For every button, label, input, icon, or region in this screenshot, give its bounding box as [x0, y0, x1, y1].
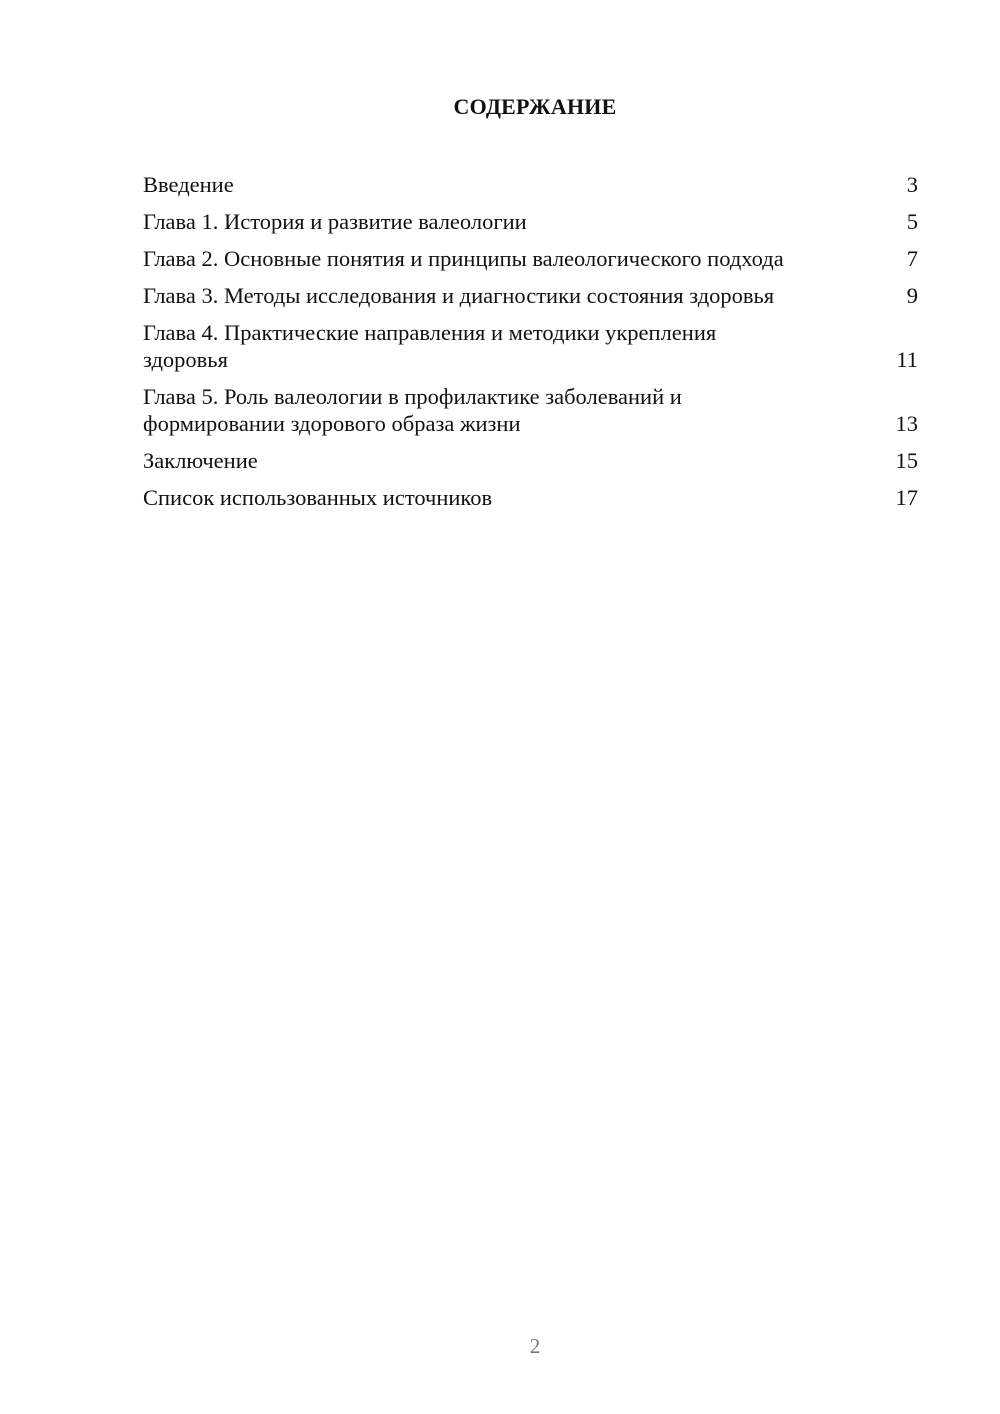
- toc-title: СОДЕРЖАНИЕ: [453, 94, 617, 119]
- toc-entry-page: 13: [895, 411, 918, 436]
- toc-entry-conclusion: [143, 447, 918, 474]
- page-number: 2: [529, 1334, 541, 1358]
- toc-entry-chapter-4: [143, 319, 918, 373]
- toc-entry-references: [143, 484, 918, 511]
- toc-entry-label: Глава 3. Методы исследования и диагностики состояния здоровья: [143, 283, 775, 308]
- toc-entry-label: Глава 4. Практические направления и методики укрепления здоровья: [143, 320, 717, 372]
- toc-entry-chapter-2: [143, 245, 918, 272]
- toc-entry-label: Заключение: [143, 448, 258, 473]
- toc-entry-chapter-5: [143, 383, 918, 437]
- toc-entry-label: Глава 5. Роль валеологии в профилактике заболеваний и формировании здорового образа жизни: [143, 384, 682, 436]
- toc-entry-page: 3: [906, 172, 918, 197]
- toc-entry-page: 11: [896, 347, 918, 372]
- toc-entry-chapter-3: [143, 282, 918, 309]
- toc-entry-label: Глава 2. Основные понятия и принципы валеологического подхода: [143, 246, 784, 271]
- toc-entry-page: 5: [906, 209, 918, 234]
- toc-entry-chapter-1: [143, 208, 918, 235]
- toc-entry-label: Глава 1. История и развитие валеологии: [143, 209, 527, 234]
- toc-entry-page: 7: [906, 246, 918, 271]
- toc-entry-label: Введение: [143, 172, 234, 197]
- toc-entry-page: 9: [906, 283, 918, 308]
- toc-entry-page: 17: [895, 485, 918, 510]
- toc-entry-label: Список использованных источников: [143, 485, 493, 510]
- toc-entry-introduction: [143, 171, 918, 198]
- toc-list: [143, 171, 918, 521]
- toc-entry-page: 15: [895, 448, 918, 473]
